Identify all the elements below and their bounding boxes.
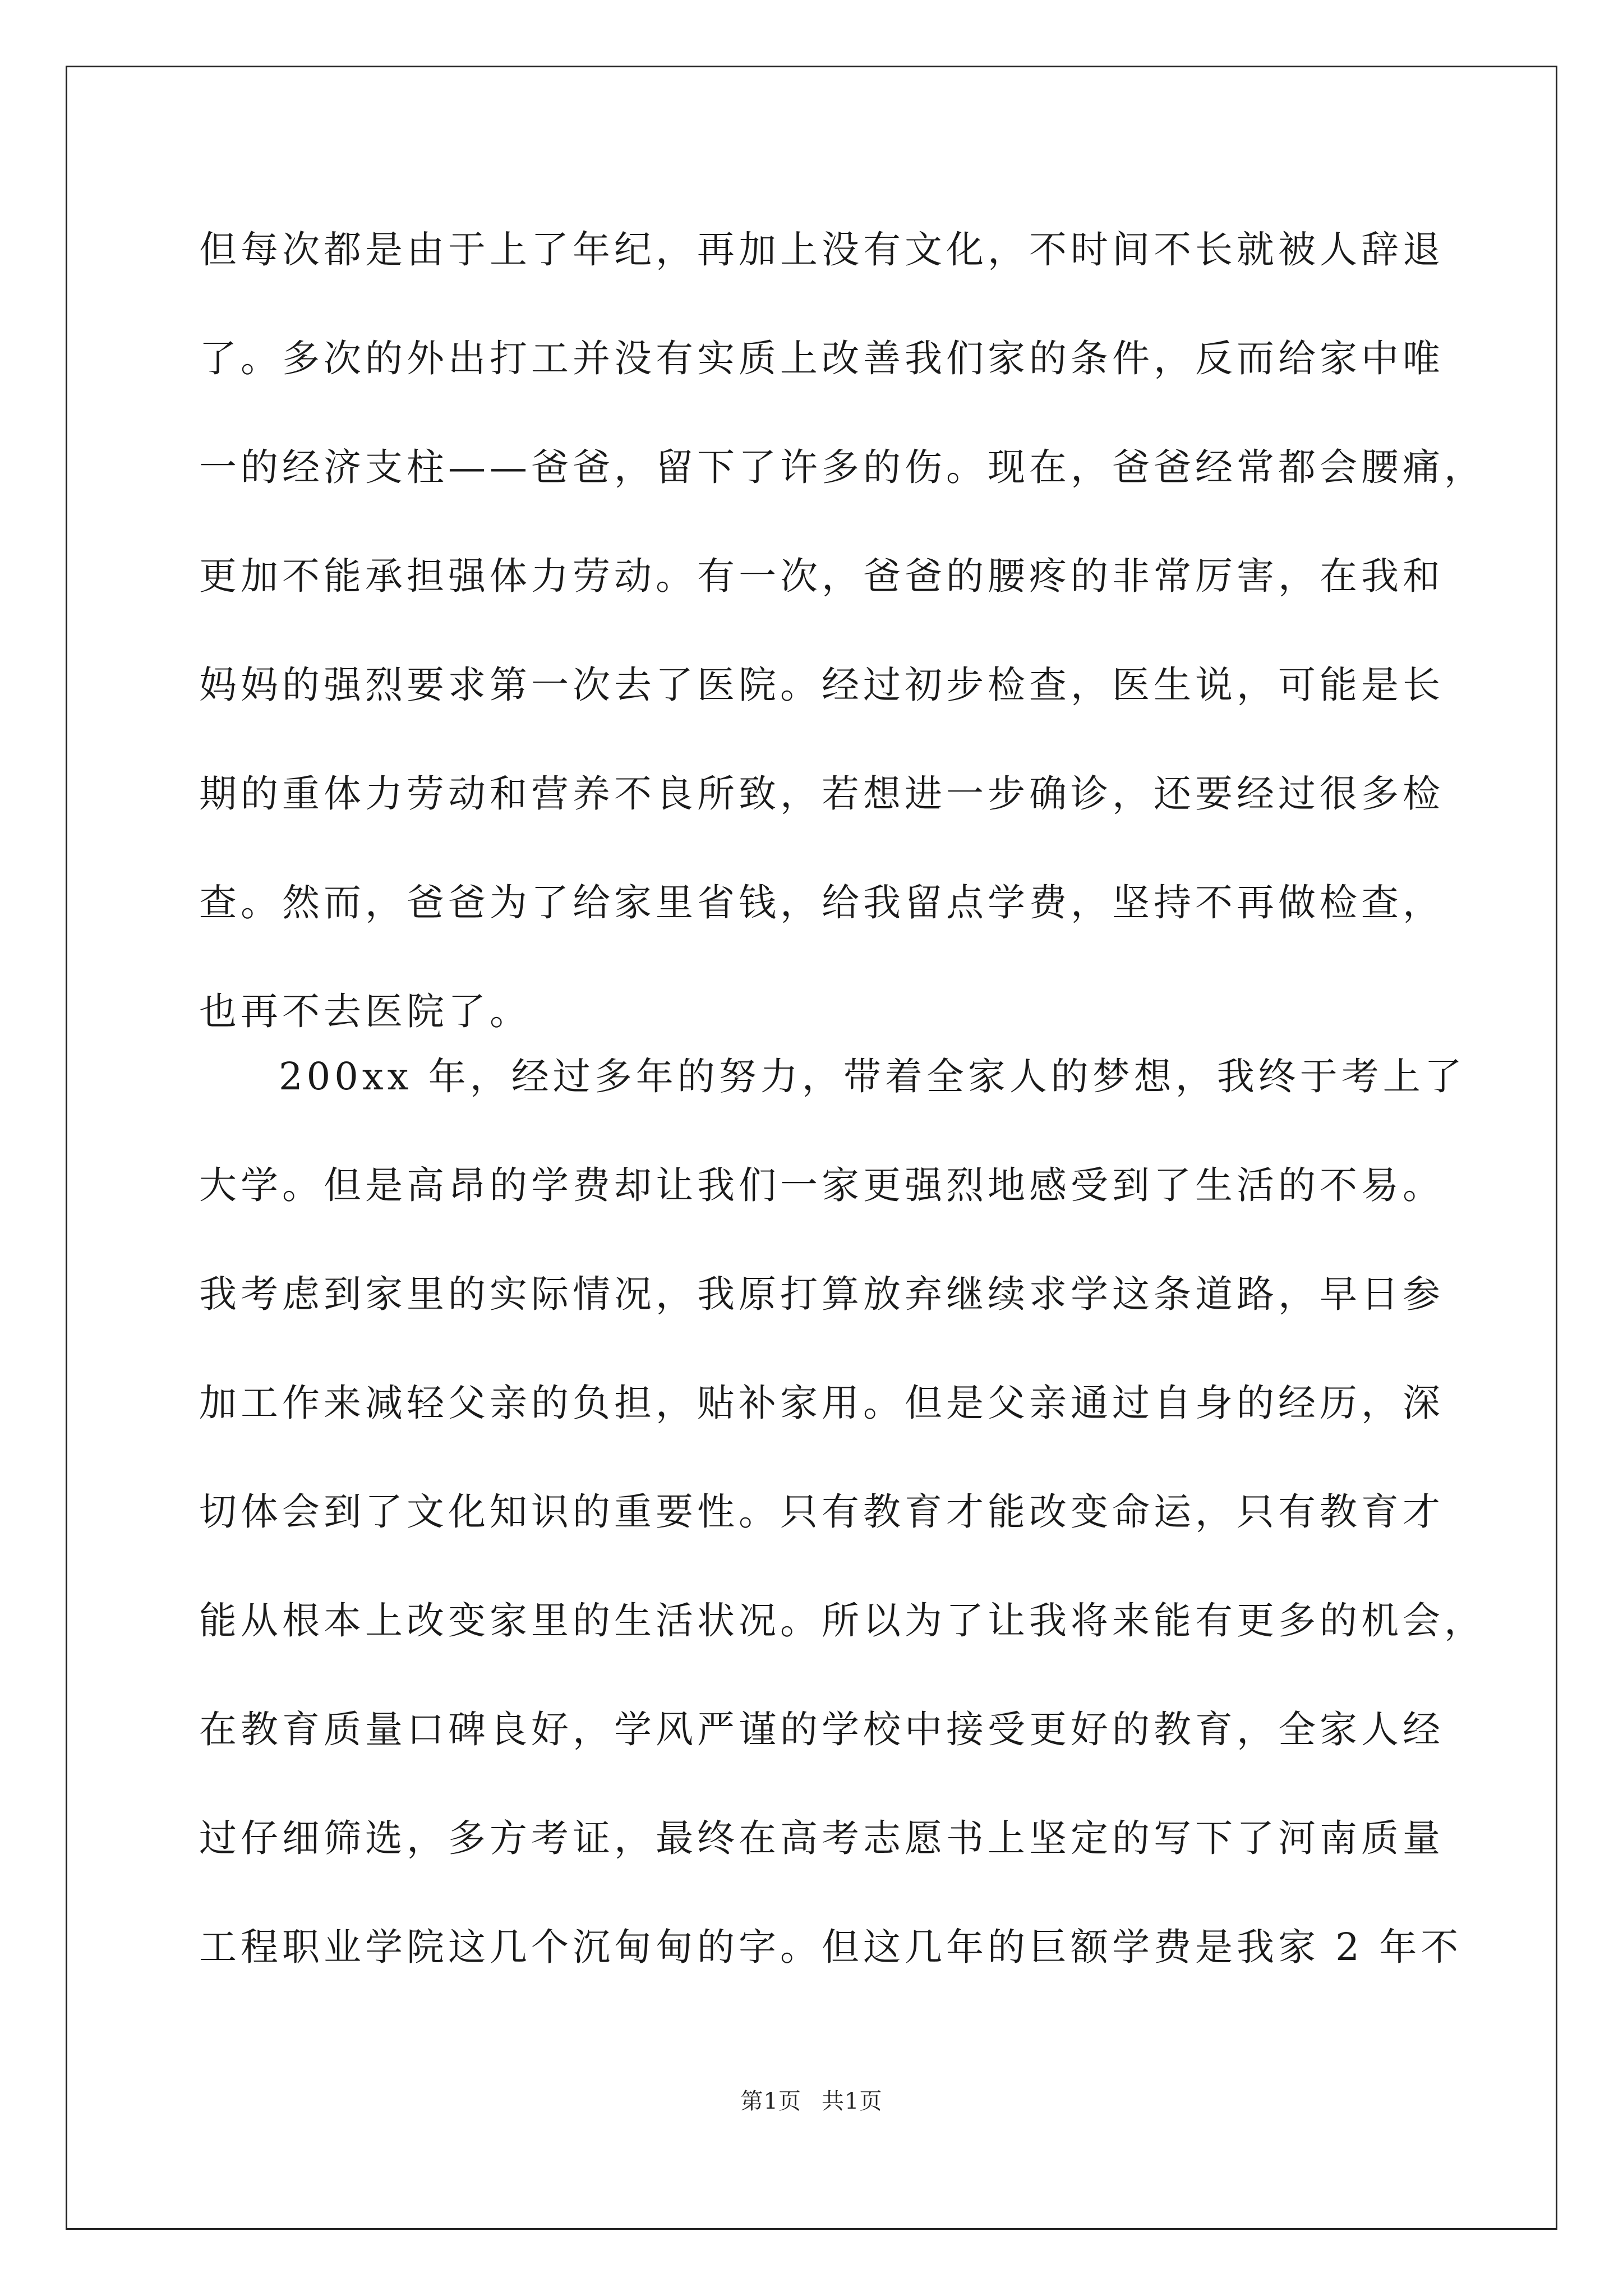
page-footer <box>0 2088 1623 2115</box>
page-number: 第1页 <box>740 2088 801 2114</box>
text-line: 更加不能承担强体力劳动。有一次，爸爸的腰疼的非常厉害，在我和 <box>199 554 1444 598</box>
text-line: 过仔细筛选，多方考证，最终在高考志愿书上坚定的写下了河南质量 <box>199 1816 1444 1860</box>
text-line: 一的经济支柱——爸爸，留下了许多的伤。现在，爸爸经常都会腰痛， <box>199 445 1486 489</box>
page-total: 共1页 <box>822 2088 883 2114</box>
text-line: 我考虑到家里的实际情况，我原打算放弃继续求学这条道路，早日参 <box>199 1272 1444 1316</box>
text-line: 了。多次的外出打工并没有实质上改善我们家的条件，反而给家中唯 <box>199 337 1444 380</box>
text-line: 但每次都是由于上了年纪，再加上没有文化，不时间不长就被人辞退 <box>199 228 1444 272</box>
text-line: 期的重体力劳动和营养不良所致，若想进一步确诊，还要经过很多检 <box>199 772 1444 816</box>
text-line: 也再不去医院了。 <box>199 990 531 1033</box>
paragraph-1 <box>199 195 1486 1066</box>
paragraph-2 <box>199 1022 1486 2001</box>
text-line: 妈妈的强烈要求第一次去了医院。经过初步检查，医生说，可能是长 <box>199 663 1444 707</box>
text-line: 加工作来减轻父亲的负担，贴补家用。但是父亲通过自身的经历，深 <box>199 1381 1444 1425</box>
text-line: 在教育质量口碑良好，学风严谨的学校中接受更好的教育，全家人经 <box>199 1708 1444 1751</box>
text-line: 大学。但是高昂的学费却让我们一家更强烈地感受到了生活的不易。 <box>199 1163 1444 1207</box>
text-line: 查。然而，爸爸为了给家里省钱，给我留点学费，坚持不再做检查， <box>199 881 1444 924</box>
text-line: 切体会到了文化知识的重要性。只有教育才能改变命运，只有教育才 <box>199 1490 1444 1534</box>
text-line: 工程职业学院这几个沉甸甸的字。但这几年的巨额学费是我家 2 年不 <box>199 1925 1463 1969</box>
text-line: 200xx 年，经过多年的努力，带着全家人的梦想，我终于考上了 <box>279 1055 1466 1098</box>
text-line: 能从根本上改变家里的生活状况。所以为了让我将来能有更多的机会， <box>199 1599 1486 1642</box>
